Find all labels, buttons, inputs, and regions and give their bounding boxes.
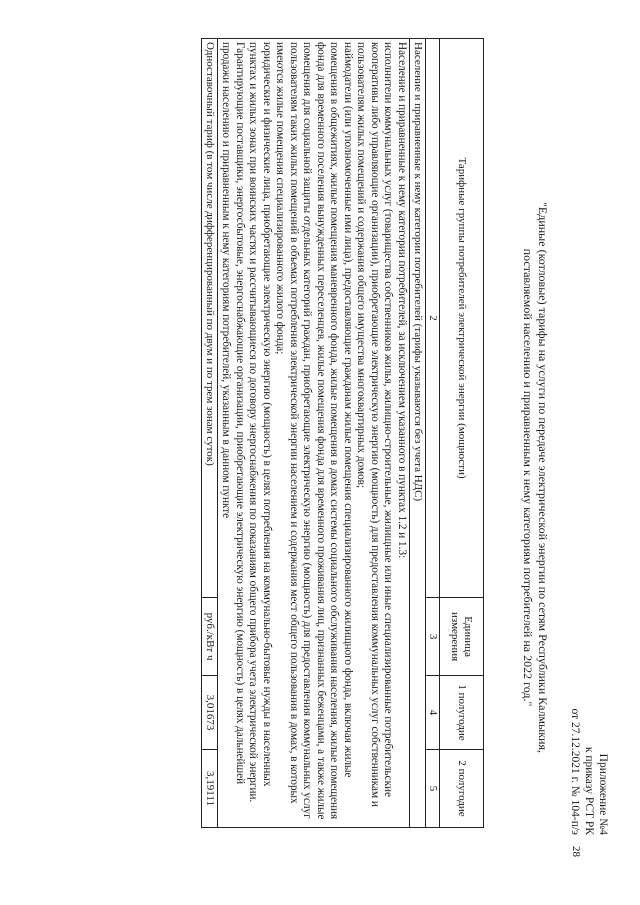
- appendix-line-3: от 27.12.2021 г. № 104-п/э: [569, 708, 581, 835]
- rate-row: [202, 39, 218, 828]
- title-line-2: поставляемой населению и приравненным к нему категориям потребителей на 2022 год.": [521, 248, 535, 707]
- description-paragraph: юридические и физические лица, приобретающие электрическую энергию (мощность) в целях потребления на коммунально-бытовые нужды в населенных пунктах и жилых зонах при воинских частях и рассчитывающиеся по договору энергоснабжения по показаниям общего прибора учета электрической энергии.: [247, 42, 273, 803]
- header-half-2: 2 полугодие: [440, 750, 484, 828]
- tariff-table: [201, 38, 484, 828]
- column-number-row: [426, 39, 440, 828]
- description-paragraph: исполнители коммунальных услуг (товарищества собственников жилья, жилищно-строительные, жилищные или иные специализированные потребительские кооперативы либо управляющие организации), приобретающие электрическую энергию (мощность) для предоставления коммунальных услуг собственникам и пользователям жилых помещений и содержания общего имущества многоквартирных домов;: [355, 42, 395, 807]
- appendix-line-2: к приказу РСТ РК: [583, 746, 595, 835]
- description-row: [218, 39, 410, 828]
- document-title: [520, 100, 550, 855]
- col-num-5: 5: [426, 750, 440, 828]
- col-num-2: 2: [426, 39, 440, 598]
- rate-h1-value: 3,01673: [202, 676, 218, 750]
- description-paragraph: Гарантирующие поставщики, энергосбытовые, энергоснабжающие организации, приобретающие электрическую энергию (мощность) в целях дальнейшей продажи населению и приравненным к нему категориям потребителей, указанным в данном пункте: [220, 42, 246, 785]
- section-row: [410, 39, 426, 828]
- rate-unit: руб./кВт ч: [202, 598, 218, 676]
- section-title: Население и приравненные к нему категории потребителей (тарифы указываются без учета НДС): [410, 39, 426, 828]
- appendix-line-1: Приложение №4: [597, 753, 609, 835]
- title-line-1: "Единые (котловые) тарифы на услуги по передаче электрической энергии по сетям Республики Калмыкия,: [536, 202, 550, 753]
- header-half-1: 1 полугодие: [440, 676, 484, 750]
- rate-label: Одноставочный тариф (в том числе дифференцированный по двум и по трем зонам суток): [202, 39, 218, 598]
- consumer-description: [218, 39, 410, 828]
- col-num-4: 4: [426, 676, 440, 750]
- rate-h2-value: 3,19111: [202, 750, 218, 828]
- page-number: 28: [570, 846, 582, 857]
- table-header-row: [440, 39, 484, 828]
- description-paragraph: Население и приравненные к нему категории потребителей, за исключением указанного в пунктах 1.2 и 1.3:: [396, 42, 408, 559]
- appendix-header: [568, 708, 610, 835]
- header-unit: Единица измерения: [440, 598, 484, 676]
- col-num-3: 3: [426, 598, 440, 676]
- description-paragraph: наймодатели (или уполномоченные ими лица), предоставляющие гражданам жилые помещения специализированного жилищного фонда, включая жилые помещения в общежитиях, жилые помещения маневренного фонда, жилые помещения в домах системы социального обслуживания населения, жилые помещения фонда для временного поселения вынужденных переселенцев, жилые помещения фонда для временного проживания лиц, признанных беженцами, а также жилые помещения для социальной защиты отдельных категорий граждан, приобретающие электрическую энергию (мощность) для предоставления коммунальных услуг пользователям таких жилых помещений в объемах потребления электрической энергии населением и содержания мест общего пользования в домах, в которых имеются жилые помещения специализированного жилого фонда;: [274, 42, 354, 820]
- header-groups: Тарифные группы потребителей электрической энергии (мощности): [440, 39, 484, 598]
